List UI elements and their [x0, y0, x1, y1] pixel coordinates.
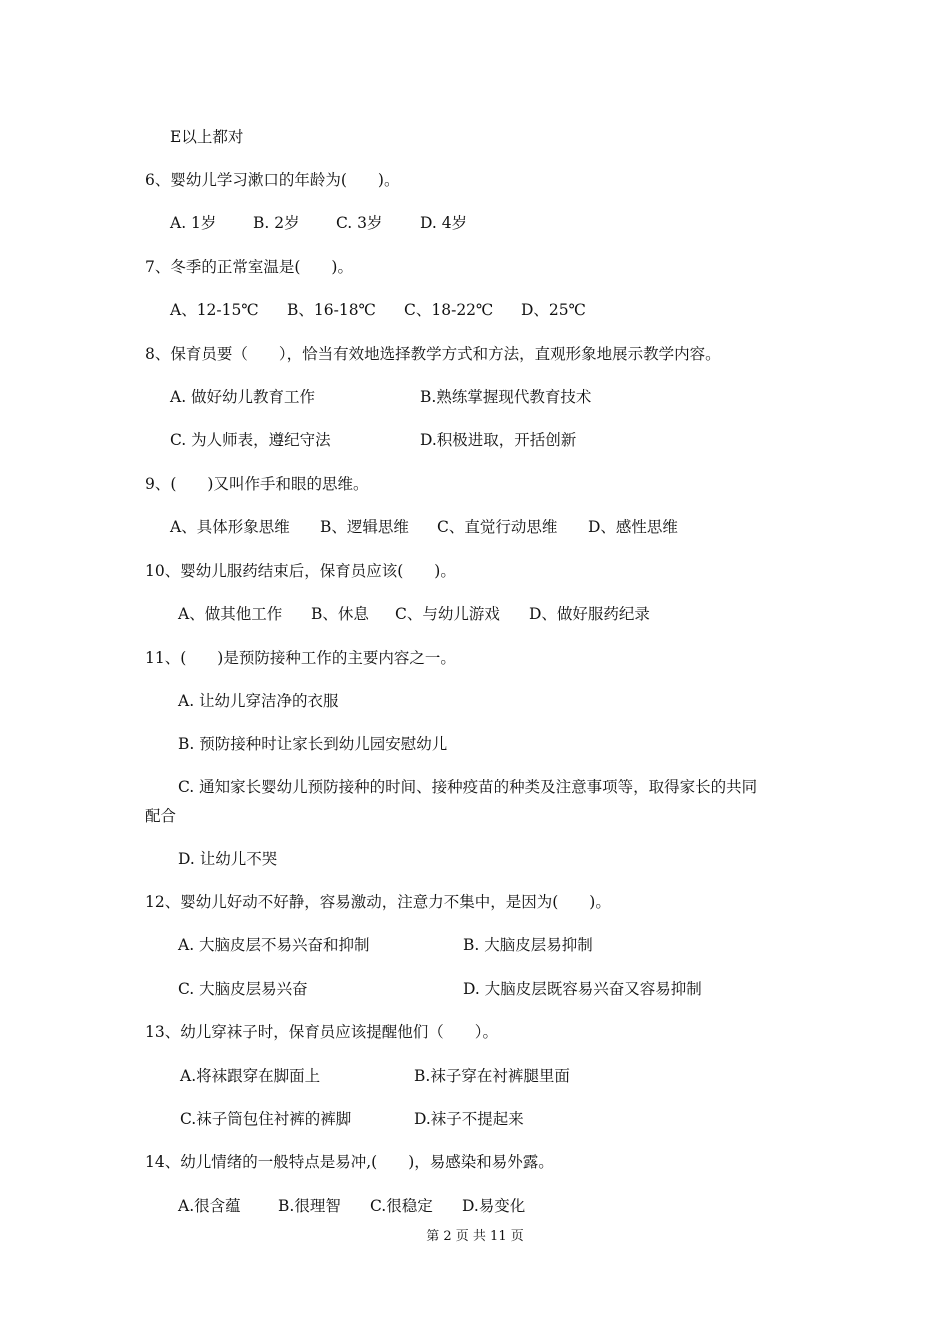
- q14-option-d: D.易变化: [462, 1197, 526, 1215]
- q14-option-c: C.很稳定: [370, 1197, 433, 1215]
- q13-option-b: B.袜子穿在衬裤腿里面: [414, 1067, 570, 1085]
- q12-option-a: A. 大脑皮层不易兴奋和抑制: [178, 936, 370, 954]
- q12-option-c: C. 大脑皮层易兴奋: [178, 980, 308, 998]
- q14-stem: 14、幼儿情绪的一般特点是易冲,( )，易感染和易外露。: [145, 1153, 554, 1171]
- q13-option-a: A.将袜跟穿在脚面上: [180, 1067, 321, 1085]
- q7-option-b: B、16-18℃: [287, 301, 376, 319]
- q10-option-b: B、休息: [311, 605, 369, 623]
- q7-option-c: C、18-22℃: [404, 301, 494, 319]
- q5-option-e: E以上都对: [170, 128, 244, 146]
- q7-stem: 7、冬季的正常室温是( )。: [145, 258, 353, 276]
- q9-option-a: A、具体形象思维: [170, 518, 290, 536]
- q11-option-a: A. 让幼儿穿洁净的衣服: [178, 692, 339, 710]
- q9-option-b: B、逻辑思维: [320, 518, 409, 536]
- q10-option-d: D、做好服药纪录: [529, 605, 650, 623]
- q12-option-b: B. 大脑皮层易抑制: [463, 936, 593, 954]
- q10-option-c: C、与幼儿游戏: [395, 605, 500, 623]
- q13-option-d: D.袜子不提起来: [414, 1110, 524, 1128]
- q6-option-c: C. 3岁: [336, 214, 383, 232]
- q13-stem: 13、幼儿穿袜子时，保育员应该提醒他们（ ）。: [145, 1023, 498, 1041]
- q11-option-c-line2: 配合: [145, 807, 177, 825]
- q8-option-a: A. 做好幼儿教育工作: [170, 388, 316, 406]
- q6-option-a: A. 1岁: [170, 214, 217, 232]
- q9-option-d: D、感性思维: [588, 518, 678, 536]
- q8-option-b: B.熟练掌握现代教育技术: [420, 388, 592, 406]
- q7-option-d: D、25℃: [521, 301, 586, 319]
- q11-option-d: D. 让幼儿不哭: [178, 850, 278, 868]
- page-number: 第 2 页 共 11 页: [426, 1229, 524, 1244]
- q9-stem: 9、( )又叫作手和眼的思维。: [145, 475, 369, 493]
- q9-option-c: C、直觉行动思维: [437, 518, 558, 536]
- q14-option-b: B.很理智: [278, 1197, 341, 1215]
- q6-option-d: D. 4岁: [420, 214, 468, 232]
- q7-option-a: A、12-15℃: [170, 301, 259, 319]
- q8-option-d: D.积极进取，开括创新: [420, 431, 577, 449]
- q13-option-c: C.袜子筒包住衬裤的裤脚: [180, 1110, 352, 1128]
- q8-option-c: C. 为人师表，遵纪守法: [170, 431, 331, 449]
- q10-stem: 10、婴幼儿服药结束后，保育员应该( )。: [145, 562, 456, 580]
- q12-option-d: D. 大脑皮层既容易兴奋又容易抑制: [463, 980, 702, 998]
- q11-option-b: B. 预防接种时让家长到幼儿园安慰幼儿: [178, 735, 448, 753]
- q6-option-b: B. 2岁: [253, 214, 300, 232]
- q10-option-a: A、做其他工作: [178, 605, 283, 623]
- q11-option-c-line1: C. 通知家长婴幼儿预防接种的时间、接种疫苗的种类及注意事项等，取得家长的共同: [178, 778, 758, 796]
- q14-option-a: A.很含蕴: [178, 1197, 241, 1215]
- q6-stem: 6、婴幼儿学习漱口的年龄为( )。: [145, 171, 400, 189]
- q8-stem: 8、保育员要（ ），恰当有效地选择教学方式和方法，直观形象地展示教学内容。: [145, 345, 721, 363]
- q12-stem: 12、婴幼儿好动不好静，容易激动，注意力不集中，是因为( )。: [145, 893, 611, 911]
- q11-stem: 11、( )是预防接种工作的主要内容之一。: [145, 649, 456, 667]
